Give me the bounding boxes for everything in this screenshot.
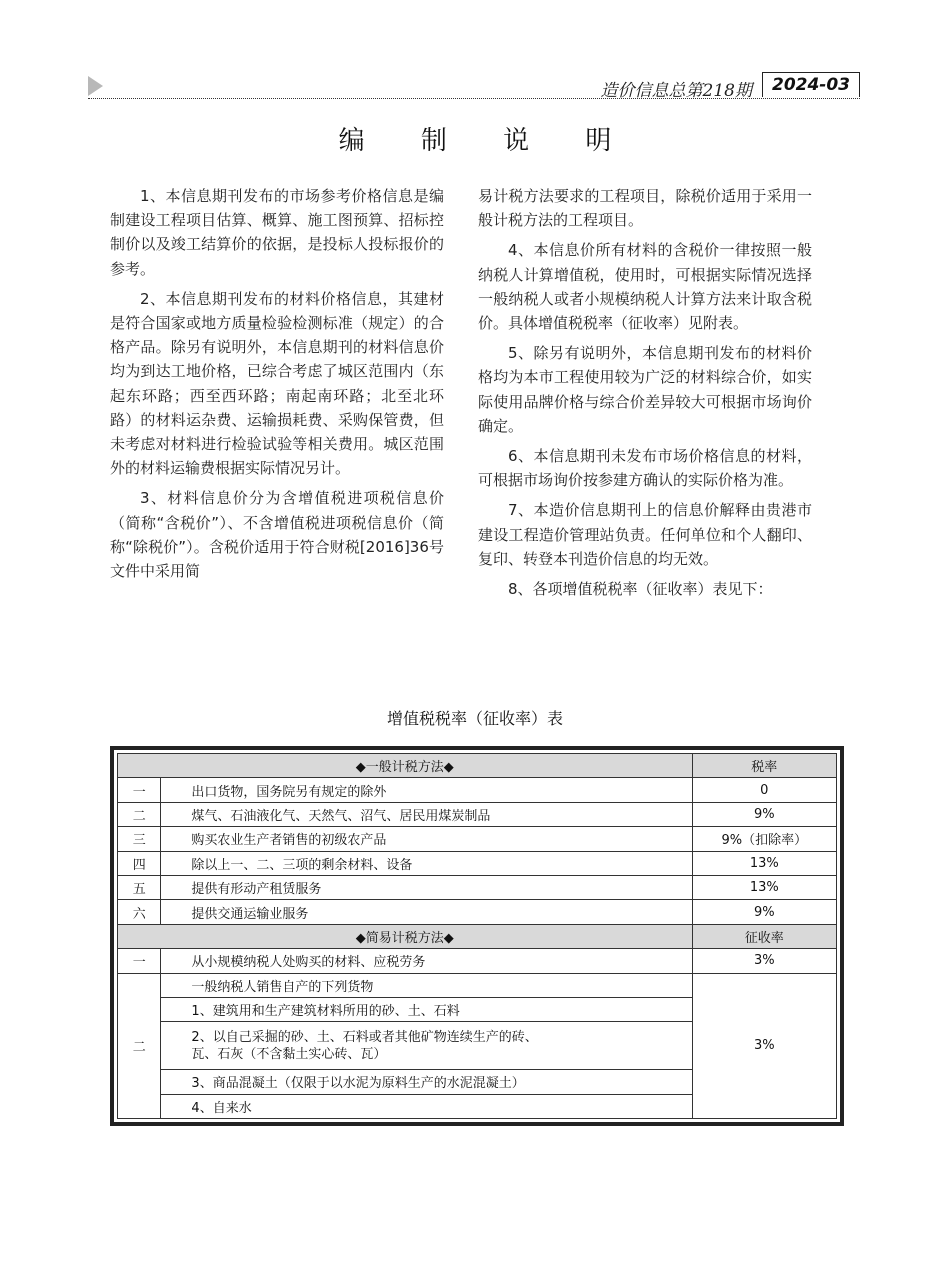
row-rate: 9% (692, 900, 836, 924)
triangle-marker-icon (88, 76, 103, 96)
tax-rate-column-label: 税率 (692, 754, 836, 778)
row-rate: 0 (692, 778, 836, 802)
right-column (478, 184, 812, 607)
general-method-header-row (118, 754, 837, 778)
left-column (110, 184, 444, 589)
row-description-line: 瓦、石灰（不含黏土实心砖、瓦） (191, 1046, 387, 1062)
row-rate: 13% (692, 851, 836, 875)
table-row (118, 973, 837, 997)
row-description: 一般纳税人销售自产的下列货物 (161, 973, 692, 997)
table-row (118, 900, 837, 924)
row-number: 三 (118, 827, 161, 851)
row-description: 除以上一、二、三项的剩余材料、设备 (161, 851, 692, 875)
row-number: 二 (118, 802, 161, 826)
issue-number: 造价信息总第218期 (600, 81, 752, 101)
tax-rate-table-frame (110, 746, 844, 1126)
paragraph-8: 8、各项增值税税率（征收率）表见下： (508, 580, 773, 599)
paragraph-5: 5、除另有说明外，本信息期刊发布的材料价格均为本市工程使用较为广泛的材料综合价，如实际使用品牌价格与综合价差异较大可根据市场询价确定。 (478, 344, 812, 435)
row-number: 一 (118, 778, 161, 802)
table-row (118, 827, 837, 851)
levy-rate-column-label: 征收率 (692, 924, 836, 948)
row-description: 4、自来水 (161, 1094, 692, 1118)
row-rate: 9% (692, 802, 836, 826)
general-method-heading: ◆一般计税方法◆ (118, 754, 693, 778)
table-row (118, 949, 837, 973)
row-number: 一 (118, 949, 161, 973)
table-row (118, 778, 837, 802)
paragraph-3: 3、材料信息价分为含增值税进项税信息价（简称“含税价”）、不含增值税进项税信息价（简称“除税价”）。含税价适用于符合财税[2016]36号文件中采用简 (110, 489, 444, 581)
table-row (118, 875, 837, 899)
row-description: 购买农业生产者销售的初级农产品 (161, 827, 692, 851)
table-caption: 增值税税率（征收率）表 (386, 709, 563, 728)
row-description: 1、建筑用和生产建筑材料所用的砂、土、石料 (161, 997, 692, 1021)
simple-method-heading: ◆简易计税方法◆ (118, 924, 693, 948)
paragraph-7: 7、本造价信息期刊上的信息价解释由贵港市建设工程造价管理站负责。任何单位和个人翻印、复印、转登本刊造价信息的均无效。 (478, 501, 812, 568)
row-rate: 13% (692, 875, 836, 899)
simple-method-header-row (118, 924, 837, 948)
paragraph-3-continued: 易计税方法要求的工程项目，除税价适用于采用一般计税方法的工程项目。 (478, 187, 812, 230)
table-row (118, 851, 837, 875)
row-number: 四 (118, 851, 161, 875)
paragraph-2: 2、本信息期刊发布的材料价格信息，其建材是符合国家或地方质量检验检测标准（规定）的合格产品。除另有说明外，本信息期刊的材料信息价均为到达工地价格，已综合考虑了城区范围内（东起东环路；西至西环路；南起南环路；北至北环路）的材料运杂费、运输损耗费、采购保管费，但未考虑对材料进行检验试验等相关费用。城区范围外的材料运输费根据实际情况另计。 (110, 289, 444, 478)
paragraph-6: 6、本信息期刊未发布市场价格信息的材料，可根据市场询价按参建方确认的实际价格为准。 (478, 447, 812, 490)
row-description: 提供有形动产租赁服务 (161, 875, 692, 899)
paragraph-4: 4、本信息价所有材料的含税价一律按照一般纳税人计算增值税，使用时，可根据实际情况选择一般纳税人或者小规模纳税人计算方法来计取含税价。具体增值税税率（征收率）见附表。 (478, 241, 812, 333)
row-number: 二 (118, 973, 161, 1119)
row-description: 从小规模纳税人处购买的材料、应税劳务 (161, 949, 692, 973)
tax-rate-table (117, 753, 837, 1119)
page-title: 编 制 说 明 (338, 126, 636, 156)
row-description-line: 2、以自己采掘的砂、土、石料或者其他矿物连续生产的砖、 (191, 1029, 538, 1045)
row-description: 煤气、石油液化气、天然气、沼气、居民用煤炭制品 (161, 802, 692, 826)
page-header (88, 70, 860, 102)
row-description: 3、商品混凝土（仅限于以水泥为原料生产的水泥混凝土） (161, 1070, 692, 1094)
row-rate: 9%（扣除率） (692, 827, 836, 851)
row-description (161, 1022, 692, 1070)
paragraph-1: 1、本信息期刊发布的市场参考价格信息是编制建设工程项目估算、概算、施工图预算、招标控制价以及竣工结算价的依据，是投标人投标报价的参考。 (110, 187, 444, 278)
row-rate: 3% (692, 949, 836, 973)
row-description: 提供交通运输业服务 (161, 900, 692, 924)
issue-date: 2024-03 (762, 72, 860, 97)
row-description: 出口货物，国务院另有规定的除外 (161, 778, 692, 802)
row-number: 六 (118, 900, 161, 924)
table-row (118, 802, 837, 826)
row-number: 五 (118, 875, 161, 899)
row-rate: 3% (692, 973, 836, 1119)
